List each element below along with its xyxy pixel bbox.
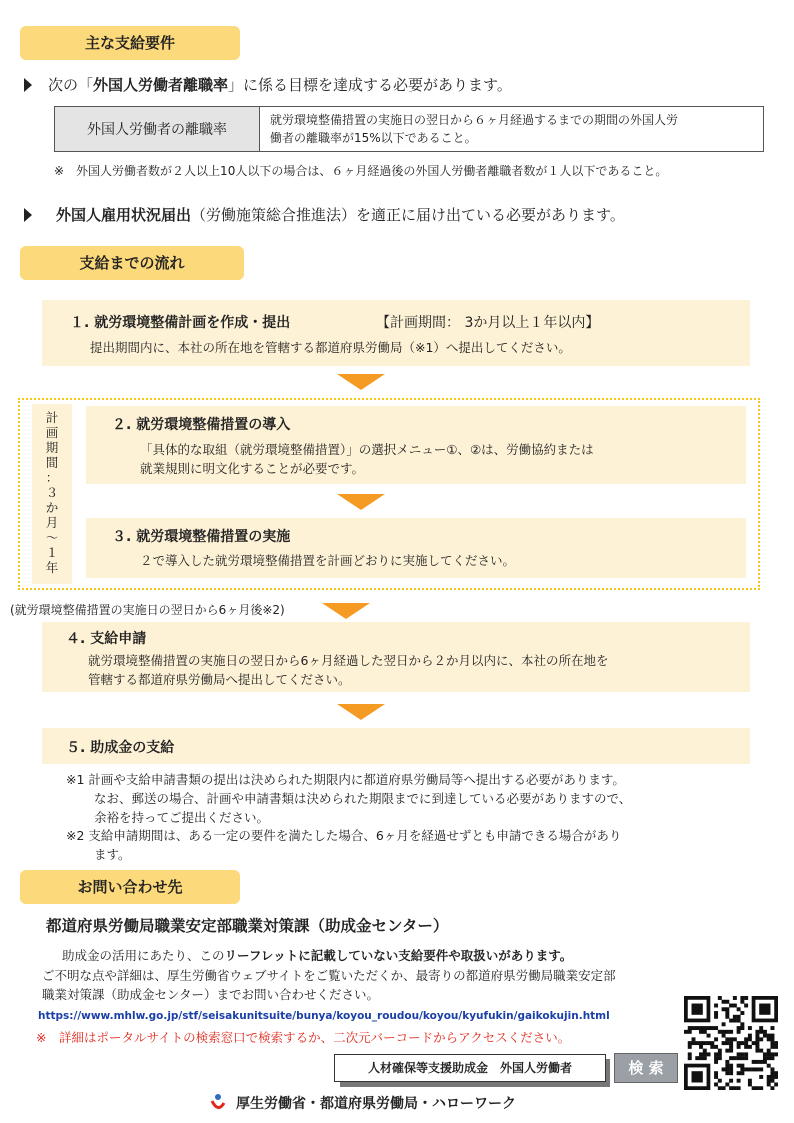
red-access-note: ※ 詳細はポータルサイトの検索窓口で検索するか、二次元バーコードからアクセスください。 [36,1030,571,1045]
plan-period-char: 計 [45,410,59,425]
portal-link[interactable]: https://www.mhlw.go.jp/stf/seisakunitsuite/bunya/koyou_roudou/koyou/kyufukin/gaikokujin.html [38,1010,610,1022]
plan-period-char: １ [45,545,59,560]
search-query-box[interactable]: 人材確保等支援助成金 外国人労働者 [334,1054,606,1082]
contact-paragraph-2: ご不明な点や詳細は、厚生労働省ウェブサイトをご覧いただくか、最寄りの都道府県労働局職業安定部 [42,968,616,983]
plan-period-char: か [45,500,59,515]
section-title-requirements: 主な支給要件 [20,26,240,60]
requirement-table-desc-line-2: 働者の離職率が15%以下であること。 [270,131,477,145]
step-3-title: ３. 就労環境整備措置の実施 [112,529,291,545]
step-2-title: ２. 就労環境整備措置の導入 [112,417,291,433]
step-1-title: １. 就労環境整備計画を作成・提出 [70,315,291,331]
contact-paragraph-1-bold: リーフレットに記載していない支給要件や取扱いがあります。 [224,948,573,963]
section-title-flow: 支給までの流れ [20,246,244,280]
requirement-2-suffix: （労働施策総合推進法）を適正に届け出ている必要があります。 [191,206,625,224]
requirement-1 [48,74,512,95]
footnote-1-line-1: ※1 計画や支給申請書類の提出は決められた期限内に都道府県労働局等へ提出する必要があります。 [66,772,625,787]
footnote-2-line-1: ※2 支給申請期間は、ある一定の要件を満たした場合、6ヶ月を経過せずとも申請できる場合があり [66,828,622,843]
plan-period-char: 間 [45,455,59,470]
contact-paragraph-1 [62,946,572,964]
step-5-title: ５. 助成金の支給 [66,740,175,756]
contact-paragraph-1-prefix: 助成金の活用にあたり、この [62,948,225,963]
bullet-triangle-icon [24,208,32,222]
requirement-table-desc-line-1: 就労環境整備措置の実施日の翌日から６ヶ月経過するまでの期間の外国人労 [270,113,679,127]
requirement-table [54,106,764,152]
bullet-triangle-icon [24,78,32,92]
step-2-body-line-1: 「具体的な取組（就労環境整備措置）」の選択メニュー①、②は、労働協約または [140,442,594,457]
requirement-1-prefix: 次の「 [48,76,94,94]
contact-paragraph-3: 職業対策課（助成金センター）までお問い合わせください。 [42,987,380,1002]
requirement-1-bold: 外国人労働者離職率 [93,76,229,94]
mhlw-logo-icon [208,1091,228,1113]
requirement-1-suffix: 」に係る目標を達成する必要があります。 [228,76,512,94]
step-2-body [140,440,594,478]
requirement-2-bold: 外国人雇用状況届出 [56,206,192,224]
footnote-2 [66,826,621,864]
step-1-body: 提出期間内に、本社の所在地を管轄する都道府県労働局（※1）へ提出してください。 [90,340,571,355]
contact-heading: 都道府県労働局職業安定部職業対策課（助成金センター） [46,917,449,935]
plan-period-char: 期 [45,440,59,455]
search-button[interactable]: 検 索 [614,1053,678,1083]
plan-period-char: ３ [45,485,59,500]
step-4-body [88,651,608,689]
plan-period-char: 画 [45,425,59,440]
step-4-body-line-1: 就労環境整備措置の実施日の翌日から6ヶ月経過した翌日から２か月以内に、本社の所在地を [88,653,609,668]
requirement-table-desc [260,107,764,152]
step-1-period: 【計画期間： 3か月以上１年以内】 [376,315,600,331]
footer-organizations: 厚生労働省・都道府県労働局・ハローワーク [236,1096,516,1112]
requirement-table-label: 外国人労働者の離職率 [55,107,260,152]
step-4-title: ４. 支給申請 [66,631,147,647]
flow-arrow-icon [337,374,385,390]
qr-code-icon[interactable] [684,996,778,1090]
step-2-body-line-2: 就業規則に明文化することが必要です。 [140,461,365,476]
flow-arrow-icon [322,603,370,619]
step-4-body-line-2: 管轄する都道府県労働局へ提出してください。 [88,672,351,687]
requirement-note: ※ 外国人労働者数が２人以上10人以下の場合は、６ヶ月経過後の外国人労働者離職者数が１人以下であること。 [54,164,668,178]
plan-period-char: 年 [45,560,59,575]
footnote-2-line-2: ます。 [94,847,131,862]
plan-period-vertical-text [32,410,72,575]
flow-arrow-icon [337,704,385,720]
plan-period-char: ～ [45,530,59,545]
six-month-note: (就労環境整備措置の実施日の翌日から6ヶ月後※2) [10,603,285,617]
section-title-contact: お問い合わせ先 [20,870,240,904]
step-3-body: ２で導入した就労環境整備措置を計画どおりに実施してください。 [140,553,516,568]
flow-arrow-icon [337,494,385,510]
footnote-1 [66,770,631,827]
plan-period-char: 月 [45,515,59,530]
footnote-1-line-3: 余裕を持ってご提出ください。 [94,810,270,825]
plan-period-char: ： [45,470,59,485]
footnote-1-line-2: なお、郵送の場合、計画や申請書類は決められた期限までに到達している必要がありますので、 [94,791,632,806]
requirement-2 [56,204,625,225]
